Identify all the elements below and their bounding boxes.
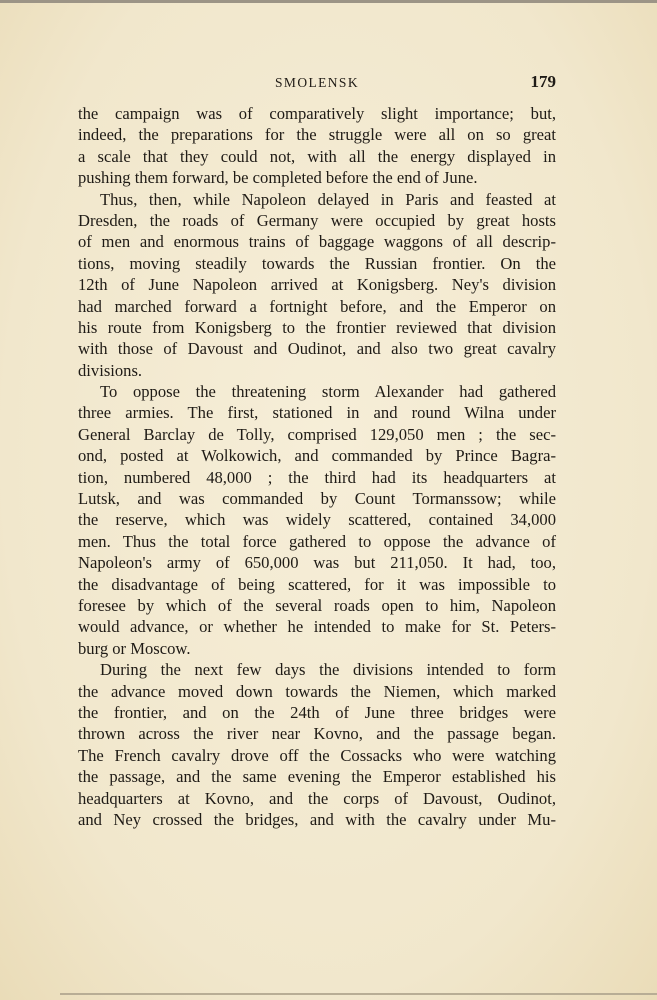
text-line: the frontier, and on the 24th of June three bridges were	[78, 702, 556, 722]
text-line: had marched forward a fortnight before, and the Emperor on	[78, 296, 556, 316]
text-line: the disadvantage of being scattered, for it was impossible to	[78, 574, 556, 594]
bottom-edge-rule	[60, 993, 657, 995]
running-title: SMOLENSK	[275, 75, 359, 90]
text-line: men. Thus the total force gathered to oppose the advance of	[78, 531, 556, 551]
text-line: foresee by which of the several roads open to him, Napoleon	[78, 595, 556, 615]
text-line: Thus, then, while Napoleon delayed in Paris and feasted at	[100, 189, 556, 209]
text-line: and Ney crossed the bridges, and with the cavalry under Mu-	[78, 809, 556, 829]
text-line: ond, posted at Wolkowich, and commanded by Prince Bagra-	[78, 446, 556, 466]
text-line: a scale that they could not, with all the energy displayed in	[78, 146, 556, 166]
text-line: three armies. The first, stationed in and round Wilna under	[78, 403, 556, 423]
text-line: General Barclay de Tolly, comprised 129,050 men ; the sec-	[78, 424, 556, 444]
text-line: the passage, and the same evening the Emperor established his	[78, 767, 556, 787]
text-line: pushing them forward, be completed before the end of June.	[78, 168, 478, 188]
body-text	[78, 103, 556, 830]
text-line: his route from Konigsberg to the frontier reviewed that division	[78, 317, 556, 337]
top-edge-rule	[0, 0, 657, 3]
text-line: divisions.	[78, 360, 143, 380]
text-line: thrown across the river near Kovno, and the passage began.	[78, 724, 556, 744]
text-line: Dresden, the roads of Germany were occupied by great hosts	[78, 210, 556, 230]
text-line: Lutsk, and was commanded by Count Tormanssow; while	[78, 489, 556, 509]
text-line: would advance, or whether he intended to make for St. Peters-	[78, 617, 556, 637]
text-line: the campaign was of comparatively slight importance; but,	[78, 104, 556, 123]
text-line: During the next few days the divisions intended to form	[100, 660, 556, 680]
text-line: of men and enormous trains of baggage waggons of all descrip-	[78, 232, 556, 252]
text-line: burg or Moscow.	[78, 638, 191, 658]
page-number: 179	[530, 72, 556, 91]
text-line: To oppose the threatening storm Alexander had gathered	[100, 382, 556, 402]
text-line: tions, moving steadily towards the Russian frontier. On the	[78, 253, 556, 273]
text-line: the reserve, which was widely scattered, contained 34,000	[78, 510, 556, 530]
text-line: with those of Davoust and Oudinot, and also two great cavalry	[78, 339, 556, 359]
text-line: tion, numbered 48,000 ; the third had its headquarters at	[78, 467, 556, 487]
text-line: 12th of June Napoleon arrived at Konigsberg. Ney's division	[78, 275, 556, 295]
text-line: the advance moved down towards the Niemen, which marked	[78, 681, 556, 701]
text-line: headquarters at Kovno, and the corps of Davoust, Oudinot,	[78, 788, 556, 808]
text-line: indeed, the preparations for the struggle were all on so great	[78, 125, 556, 145]
text-line: Napoleon's army of 650,000 was but 211,050. It had, too,	[78, 553, 556, 573]
text-line: The French cavalry drove off the Cossacks who were watching	[78, 745, 556, 765]
page-header	[78, 72, 556, 94]
